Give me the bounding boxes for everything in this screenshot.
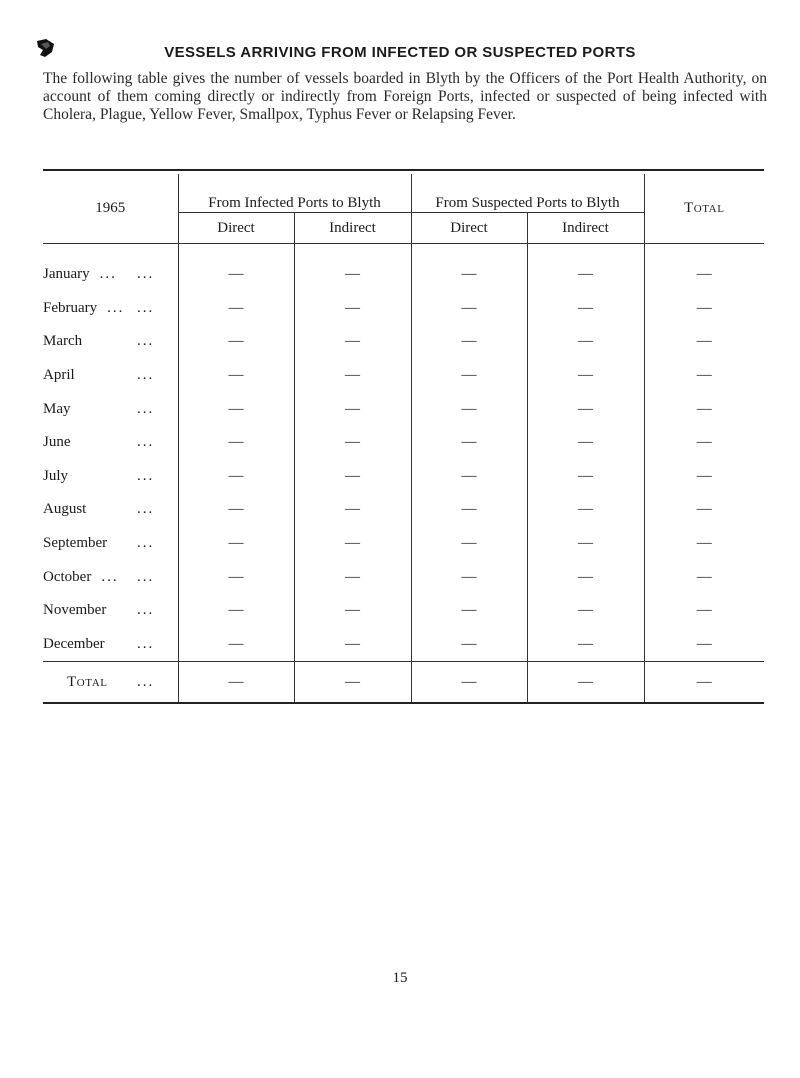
value-cell: — <box>294 594 411 628</box>
value-cell: — <box>178 460 294 494</box>
value-cell: — <box>527 628 644 662</box>
value-cell: — <box>411 594 527 628</box>
table-row <box>43 560 764 594</box>
table-total-row <box>43 662 764 704</box>
value-cell: — <box>178 244 294 292</box>
month-cell <box>43 392 178 426</box>
value-cell: — <box>411 628 527 662</box>
value-cell: — <box>411 359 527 393</box>
group-header-infected: From Infected Ports to Blyth <box>178 174 411 213</box>
total-header: Total <box>644 174 764 244</box>
table-row <box>43 628 764 662</box>
leader-dots: ... <box>137 266 155 283</box>
month-cell <box>43 594 178 628</box>
month-label: February <box>43 299 98 316</box>
month-cell <box>43 244 178 292</box>
month-label: April <box>43 367 75 384</box>
value-cell: — <box>527 325 644 359</box>
value-cell: — <box>644 628 764 662</box>
table-row <box>43 527 764 561</box>
value-cell: — <box>178 325 294 359</box>
value-cell: — <box>527 527 644 561</box>
year-header: 1965 <box>43 174 178 244</box>
value-cell: — <box>527 292 644 326</box>
table-row <box>43 392 764 426</box>
month-cell <box>43 460 178 494</box>
value-cell: — <box>294 392 411 426</box>
vessels-table <box>43 169 764 704</box>
value-cell: — <box>644 244 764 292</box>
page-heading: VESSELS ARRIVING FROM INFECTED OR SUSPECTED PORTS <box>164 44 636 61</box>
value-cell: — <box>178 594 294 628</box>
month-cell <box>43 628 178 662</box>
month-cell <box>43 325 178 359</box>
value-cell: — <box>294 292 411 326</box>
month-label: May <box>43 400 71 417</box>
month-label: August <box>43 501 87 518</box>
table-row <box>43 244 764 292</box>
total-cell: — <box>527 662 644 704</box>
value-cell: — <box>294 244 411 292</box>
value-cell: — <box>411 325 527 359</box>
value-cell: — <box>411 560 527 594</box>
leader-dots: ... <box>137 333 155 350</box>
value-cell: — <box>527 560 644 594</box>
value-cell: — <box>644 493 764 527</box>
month-cell <box>43 493 178 527</box>
leader-dots: ... <box>137 635 155 652</box>
value-cell: — <box>527 594 644 628</box>
month-cell <box>43 292 178 326</box>
value-cell: — <box>411 460 527 494</box>
table-row <box>43 594 764 628</box>
value-cell: — <box>178 560 294 594</box>
month-cell <box>43 426 178 460</box>
leader-dots: ... <box>137 501 155 518</box>
value-cell: — <box>527 244 644 292</box>
value-cell: — <box>527 359 644 393</box>
leader-dots: ... <box>137 467 155 484</box>
month-cell <box>43 527 178 561</box>
value-cell: — <box>527 426 644 460</box>
month-label: November <box>43 602 107 619</box>
table-row <box>43 460 764 494</box>
value-cell: — <box>644 325 764 359</box>
total-cell: — <box>411 662 527 704</box>
value-cell: — <box>294 359 411 393</box>
value-cell: — <box>644 359 764 393</box>
value-cell: — <box>294 426 411 460</box>
value-cell: — <box>644 392 764 426</box>
value-cell: — <box>294 493 411 527</box>
table-body <box>43 244 764 662</box>
leader-dots: ... <box>137 367 155 384</box>
subheader-infected-indirect: Indirect <box>294 213 411 244</box>
value-cell: — <box>178 292 294 326</box>
value-cell: — <box>178 359 294 393</box>
value-cell: — <box>294 560 411 594</box>
total-row-label <box>43 662 178 704</box>
value-cell: — <box>178 392 294 426</box>
table-row <box>43 292 764 326</box>
leader-dots: ... <box>137 299 155 316</box>
header-row-groups <box>43 174 764 213</box>
group-header-suspected: From Suspected Ports to Blyth <box>411 174 644 213</box>
table-row <box>43 325 764 359</box>
value-cell: — <box>294 628 411 662</box>
value-cell: — <box>644 594 764 628</box>
value-cell: — <box>178 426 294 460</box>
month-label: December <box>43 635 105 652</box>
subheader-suspected-indirect: Indirect <box>527 213 644 244</box>
month-cell <box>43 560 178 594</box>
value-cell: — <box>644 460 764 494</box>
month-label: January <box>43 266 90 283</box>
leader-dots: ... <box>137 400 155 417</box>
total-cell: — <box>294 662 411 704</box>
inline-dots: ... <box>99 266 117 283</box>
month-label: June <box>43 434 71 451</box>
value-cell: — <box>294 527 411 561</box>
table-row <box>43 426 764 460</box>
value-cell: — <box>411 392 527 426</box>
subheader-infected-direct: Direct <box>178 213 294 244</box>
total-row-label-text: Total <box>67 673 108 690</box>
total-cell: — <box>644 662 764 704</box>
inline-dots: ... <box>101 568 119 585</box>
value-cell: — <box>527 392 644 426</box>
value-cell: — <box>644 292 764 326</box>
value-cell: — <box>411 493 527 527</box>
month-cell <box>43 359 178 393</box>
value-cell: — <box>411 292 527 326</box>
value-cell: — <box>644 527 764 561</box>
intro-paragraph: The following table gives the number of vessels boarded in Blyth by the Officers of the Port Health Authority, on account of them coming directly or indirectly from Foreign Ports, infected or suspected of being infected with Cholera, Plague, Yellow Fever, Smallpox, Typhus Fever or Relapsing Fever. <box>43 70 767 123</box>
value-cell: — <box>178 628 294 662</box>
page-number: 15 <box>392 970 408 986</box>
value-cell: — <box>294 325 411 359</box>
value-cell: — <box>411 527 527 561</box>
table-row <box>43 359 764 393</box>
inline-dots: ... <box>107 299 125 316</box>
leader-dots: ... <box>137 434 155 451</box>
total-cell: — <box>178 662 294 704</box>
value-cell: — <box>178 493 294 527</box>
value-cell: — <box>527 493 644 527</box>
leader-dots: ... <box>137 535 155 552</box>
value-cell: — <box>178 527 294 561</box>
value-cell: — <box>411 426 527 460</box>
month-label: October <box>43 568 92 585</box>
subheader-suspected-direct: Direct <box>411 213 527 244</box>
month-label: March <box>43 333 83 350</box>
month-label: September <box>43 535 108 552</box>
value-cell: — <box>644 426 764 460</box>
table-row <box>43 493 764 527</box>
value-cell: — <box>527 460 644 494</box>
leader-dots: ... <box>137 568 155 585</box>
value-cell: — <box>644 560 764 594</box>
leader-dots: ... <box>137 673 155 690</box>
value-cell: — <box>411 244 527 292</box>
leader-dots: ... <box>137 602 155 619</box>
value-cell: — <box>294 460 411 494</box>
month-label: July <box>43 467 69 484</box>
